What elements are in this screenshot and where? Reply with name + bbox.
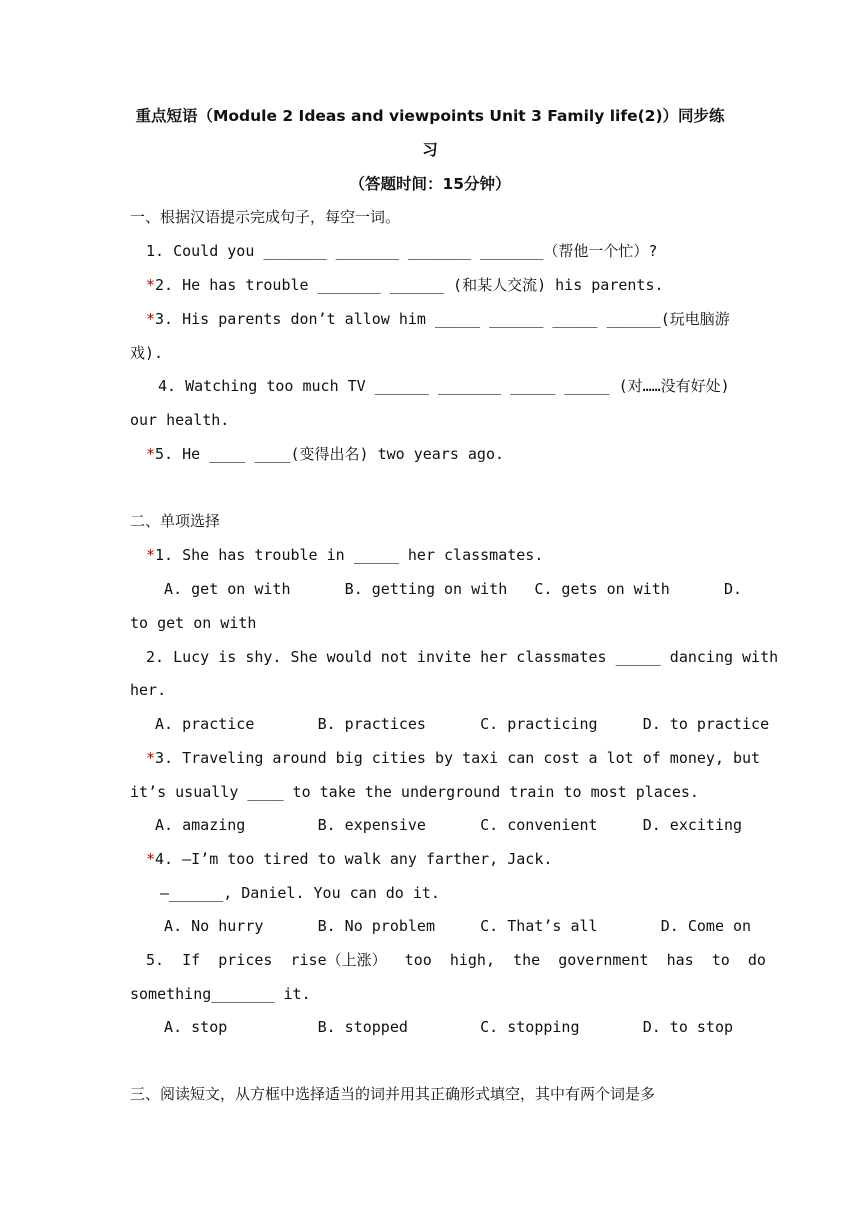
- s2-question-4-text: 4. —I’m too tired to walk any farther, Jack.: [155, 850, 553, 868]
- section3-heading: 三、阅读短文，从方框中选择适当的词并用其正确形式填空，其中有两个词是多: [130, 1085, 656, 1103]
- s2-question-4-options: A. No hurry B. No problem C. That’s all D. Come on: [146, 917, 752, 935]
- s1-question-2-text: 2. He has trouble _______ ______ (和某人交流) his parents.: [155, 276, 664, 294]
- s2-question-2-continued: her.: [130, 681, 167, 699]
- s2-question-3-text: 3. Traveling around big cities by taxi can cost a lot of money, but: [155, 749, 761, 767]
- s2-question-3-options: A. amazing B. expensive C. convenient D. exciting: [146, 816, 743, 834]
- s1-question-4: 4. Watching too much TV ______ _______ _____ _____ (对……没有好处): [158, 377, 730, 395]
- section2-heading: 二、单项选择: [130, 512, 221, 530]
- s1-question-5-text: 5. He ____ ____(变得出名) two years ago.: [155, 445, 505, 463]
- s2-question-3-continued: it’s usually ____ to take the underground train to most places.: [130, 783, 699, 801]
- difficulty-star-icon: *: [146, 546, 156, 564]
- document-title-continued: 习: [422, 141, 438, 159]
- difficulty-star-icon: *: [146, 310, 156, 328]
- s2-question-2: 2. Lucy is shy. She would not invite her classmates _____ dancing with: [146, 648, 779, 666]
- difficulty-star-icon: *: [146, 749, 156, 767]
- document-title: 重点短语（Module 2 Ideas and viewpoints Unit 3 Family life(2)）同步练: [135, 107, 725, 125]
- s1-question-5: [146, 444, 746, 464]
- s2-question-1: [146, 545, 746, 565]
- s2-question-1-options: A. get on with B. getting on with C. gets on with D.: [146, 580, 743, 598]
- s2-question-5-options: A. stop B. stopped C. stopping D. to stop: [146, 1018, 733, 1036]
- s2-question-1-options-continued: to get on with: [130, 614, 257, 632]
- s2-question-5-continued: something_______ it.: [130, 985, 311, 1003]
- difficulty-star-icon: *: [146, 445, 156, 463]
- s1-question-1: 1. Could you _______ _______ _______ _______（帮他一个忙）?: [146, 242, 658, 260]
- s1-question-3-text: 3. His parents don’t allow him _____ ______ _____ ______(玩电脑游: [155, 310, 730, 328]
- s1-question-2: [146, 275, 746, 295]
- s2-question-2-options: A. practice B. practices C. practicing D. to practice: [146, 715, 770, 733]
- difficulty-star-icon: *: [146, 276, 156, 294]
- s2-question-4: [146, 849, 746, 869]
- s2-question-1-text: 1. She has trouble in _____ her classmates.: [155, 546, 544, 564]
- difficulty-star-icon: *: [146, 850, 156, 868]
- s2-question-3: [146, 748, 761, 768]
- s1-question-3: [146, 309, 746, 329]
- s2-question-4-response: —______, Daniel. You can do it.: [160, 884, 440, 902]
- time-limit-subtitle: （答题时间：15分钟）: [349, 175, 511, 193]
- section1-heading: 一、根据汉语提示完成句子，每空一词。: [130, 208, 401, 226]
- s1-question-3-continued: 戏).: [130, 344, 164, 362]
- s1-question-4-continued: our health.: [130, 411, 230, 429]
- s2-question-5: 5. If prices rise（上涨） too high, the government has to do: [146, 951, 766, 969]
